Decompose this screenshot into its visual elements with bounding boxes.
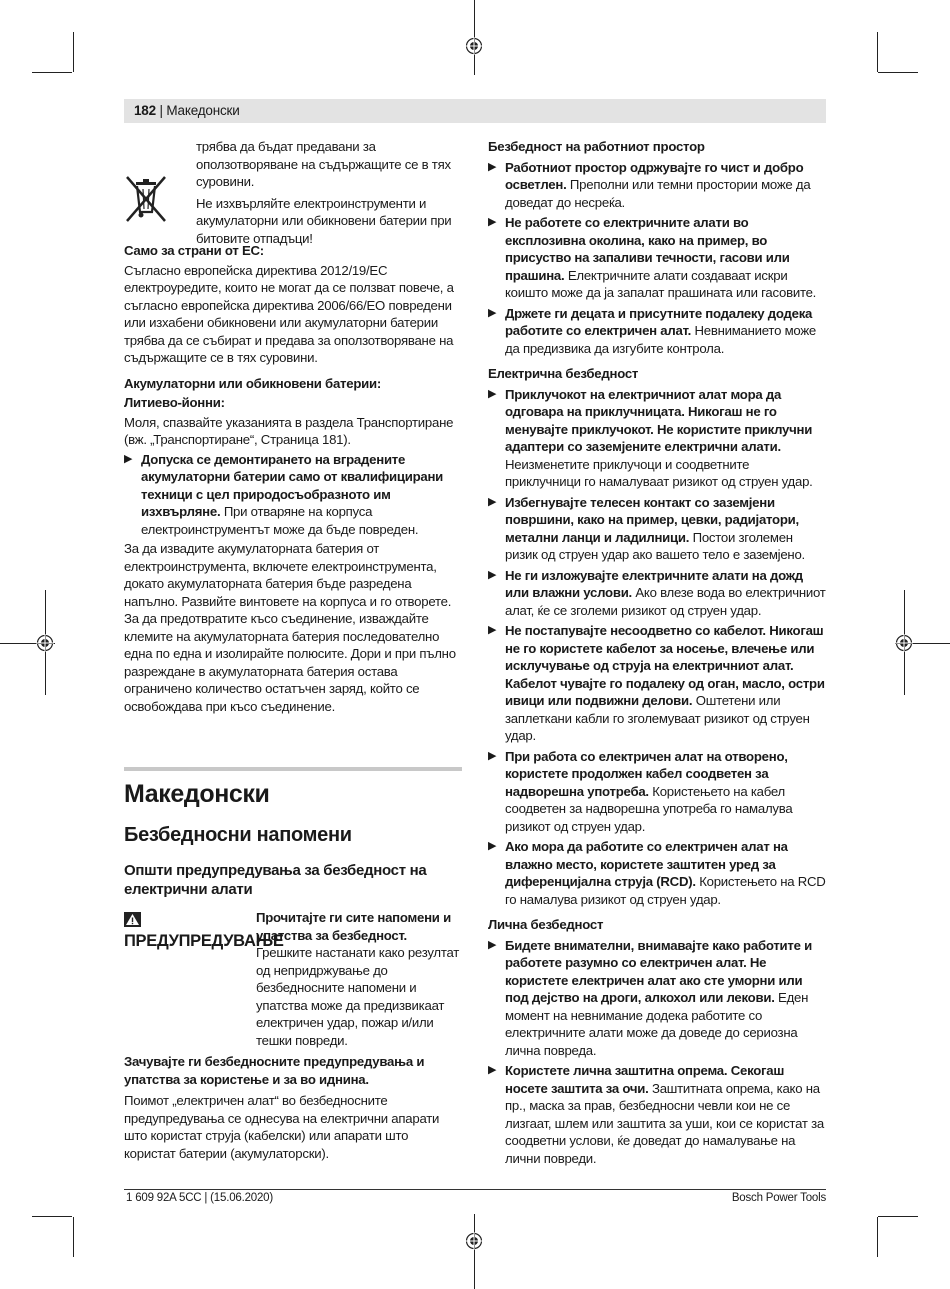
bullet-item (488, 838, 828, 908)
crop-mark (878, 1216, 918, 1217)
bullet-bold: Работниот простор одржувајте го чист и добро осветлен. (505, 159, 804, 192)
footer-brand: Bosch Power Tools (731, 1192, 826, 1204)
bullet-text: Преполни или темни простории може да доведат до несреќа. (505, 177, 811, 210)
warning-label: ПРЕДУПРЕДУВАЊЕ (124, 932, 284, 950)
bullet-bold: При работа со електричен алат на отворено, користете продолжен кабел соодветен за надворешна употреба. (505, 748, 788, 799)
eu-paragraph: Съгласно европейска директива 2012/19/ЕС електроуредите, които не могат да се ползват повече, а съгласно европейска директива 2006/66/ЕО повредени или изхабени обикновени или акумулаторни батерии трябва да се събират и предава за оползотворяване на съдържащите се в тях суровини. (124, 262, 454, 365)
bullet-item (488, 305, 828, 358)
bullet-item (488, 567, 828, 620)
bullet-item (488, 159, 828, 212)
bullet-arrow-icon: ▶ (488, 1064, 497, 1076)
bullet-arrow-icon: ▶ (488, 160, 497, 173)
bullet-bold: Не работете со електричните алати во експлозивна околина, како на пример, во присуство на запаливи течности, гасови или прашина. (505, 215, 790, 283)
header-language: Македонски (166, 103, 240, 118)
bullet-text: При отваряне на корпуса електроинструментът може да бъде повреден. (141, 504, 419, 537)
bullet-bold: Приклучокот на електричниот алат мора да одговара на приклучницата. Никогаш не го менувајте приклучокот. Не користите приклучни адаптери со заземјените електрични алати. (505, 386, 813, 454)
bullet-text: Користењето на RCD го намалува ризикот од струен удар. (505, 874, 826, 907)
crop-mark (877, 32, 878, 72)
warning-triangle-icon (124, 912, 141, 927)
battery-heading: Акумулаторни или обикновени батерии: (124, 375, 381, 391)
crop-mark (32, 72, 72, 73)
bullet-arrow-icon: ▶ (488, 938, 497, 951)
bullet-text: Ако влезе вода во електричниот алат, ќе се зголеми ризикот од струен удар. (505, 585, 826, 618)
bullet-arrow-icon: ▶ (488, 495, 497, 508)
eu-heading: Само за страни от ЕС: (124, 243, 264, 258)
bullet-text: Оштетени или заплеткани кабли го зголемуваат ризикот од струен удар. (505, 693, 810, 743)
personal-heading: Лична безбедност (488, 917, 604, 932)
bullet-item (488, 386, 828, 491)
right-column (488, 138, 828, 1167)
registration-mark-icon (36, 634, 54, 652)
remove-paragraph: За да извадите акумулаторната батерия от електроинструмента, включете електроинструмента, докато акумулаторната батерия бъде разредена напълно. Развийте винтовете на корпуса и го отворете. За да предотвратите късо съединение, изваждайте клемите на акумулаторната батерия последователно една по една и изолирайте полюсите. Дори и при пълно разреждане в акумулаторната батерия остава ограничено количество остатъчен заряд, който се освобождава при късо съединение. (124, 541, 456, 714)
bullet-arrow-icon: ▶ (488, 387, 497, 400)
warning-text: Грешките настанати како резултат од непридржување до безбедносните напомени и упатства може да предизвикаат електричен удар, пожар и/или тешки повреди. (256, 945, 460, 1048)
footer-rule (124, 1189, 826, 1190)
registration-mark-icon (895, 634, 913, 652)
bullet-arrow-icon: ▶ (488, 306, 497, 319)
bullet-item (488, 494, 828, 564)
bullet-item (488, 622, 828, 745)
crop-mark (474, 1214, 475, 1289)
bullet-text: Постои зголемен ризик од струен удар ако вашето тело е заземјено. (505, 529, 805, 562)
bullet-arrow-icon: ▶ (488, 840, 497, 852)
bullet-bold: Ако мора да работите со електричен алат на влажно место, користете заштитен уред за диференцијална струја (RCD). (505, 839, 788, 889)
bullet-item (124, 451, 462, 539)
crop-mark (32, 1216, 72, 1217)
electrical-heading: Електрична безбедност (488, 366, 639, 381)
registration-mark-icon (465, 1232, 483, 1250)
bullet-bold: Држете ги децата и присутните подалеку додека работите со електричен алат. (505, 305, 813, 338)
keep-instructions: Зачувајте ги безбедносните предупредувања и упатства за користење и за во иднина. (124, 1054, 425, 1087)
warning-badge (124, 911, 284, 951)
bullet-text: Користењето на кабел соодветен за надворешна употреба го намалува ризикот од струен удар. (505, 783, 793, 834)
section-rule (124, 767, 462, 771)
crop-mark (73, 32, 74, 72)
bullet-bold: Користете лична заштитна опрема. Секогаш носете заштита за очи. (505, 1063, 785, 1096)
bullet-text: Заштитната опрема, како на пр., маска за прав, безбедносни чевли кои не се лизгаат, шлем или заштита за уши, кои се користат за соодветни услови, ќе доведат до намалување на лични повреди. (505, 1080, 824, 1166)
liion-paragraph: Моля, спазвайте указанията в раздела Транспортиране (вж. „Транспортиране“, Страница 181). (124, 414, 454, 447)
bullet-arrow-icon: ▶ (124, 452, 133, 465)
page-number: 182 (134, 103, 156, 118)
warning-paragraph (256, 909, 462, 1049)
warning-block (124, 909, 462, 1049)
bullet-arrow-icon: ▶ (488, 749, 497, 762)
general-warnings-title: Општи предупредувања за безбедност на електрични алати (124, 862, 427, 898)
bullet-bold: Не постапувајте несоодветно со кабелот. Никогаш не го користете кабелот за носење, влечење или исклучување од струја на електричниот алат. Кабелот чувајте го подалеку од оган, масло, остри ивици или подвижни делови. (505, 623, 825, 708)
crop-mark (73, 1217, 74, 1257)
term-paragraph: Поимот „електричен алат“ во безбедносните предупредувања се однесува на електрични апарати што користат струја (кабелски) или апарати што користат батерии (акумулаторски). (124, 1093, 440, 1161)
crop-mark (878, 72, 918, 73)
header-separator: | (155, 103, 167, 118)
liion-heading: Литиево-йонни: (124, 395, 225, 410)
bullet-bold: Избегнувајте телесен контакт со заземјени површини, како на пример, цевки, радијатори, метални ланци и ладилници. (505, 494, 799, 545)
weee-section (124, 138, 462, 246)
bullet-arrow-icon: ▶ (488, 624, 497, 636)
bullet-item (488, 748, 828, 836)
bullet-bold: Бидете внимателни, внимавајте како работите и работете разумно со електричен алат. Не користете електричен алат ако сте уморни или под дејство на дроги, алкохол или лекови. (505, 937, 812, 1005)
page-header (124, 99, 826, 123)
weee-paragraph: трябва да бъдат предавани за оползотворяване на съдържащите се в тях суровини. (196, 139, 451, 189)
weee-paragraph: Не изхвърляйте електроинструменти и акумулаторни или обикновени батерии при битовите отпадъци! (196, 195, 452, 246)
bullet-bold: Не ги изложувајте електричните алати на дожд или влажни услови. (505, 567, 803, 600)
crossed-bin-icon (124, 174, 168, 226)
weee-text (196, 138, 462, 247)
language-title: Македонски (124, 780, 270, 808)
footer-doc-number: 1 609 92A 5CC | (15.06.2020) (126, 1192, 273, 1204)
crop-mark (877, 1217, 878, 1257)
bullet-bold: Допуска се демонтирането на вградените акумулаторни батерии само от квалифицирани техници с цел природосъобразното им изхвърляне. (141, 451, 444, 519)
bullet-arrow-icon: ▶ (488, 568, 497, 581)
bullet-text: Електричните алати создаваат искри коишто може да ја запалат прашината или гасовите. (505, 267, 817, 300)
bullet-text: Еден момент на невнимание додека работите со електричните алати може да доведе до сериозна лична повреда. (505, 990, 809, 1058)
bullet-item (488, 1062, 828, 1167)
warning-bold: Прочитајте ги сите напомени и упатства за безбедност. (256, 910, 451, 943)
bullet-arrow-icon: ▶ (488, 216, 497, 228)
bullet-item (488, 937, 828, 1060)
safety-title: Безбедносни напомени (124, 824, 352, 846)
personal-list (488, 937, 828, 1168)
work-area-list (488, 159, 828, 358)
bullet-text: Неизменетите приклучоци и соодветните приклучници го намалуваат ризикот од струен удар. (505, 456, 813, 489)
bullet-text: Невниманието може да предизвика да изгубите контрола. (505, 323, 816, 356)
header-text (134, 103, 240, 118)
work-area-heading: Безбедност на работниот простор (488, 139, 705, 154)
electrical-list (488, 386, 828, 909)
bullet-item (488, 214, 828, 302)
registration-mark-icon (465, 37, 483, 55)
left-column (124, 138, 462, 1162)
